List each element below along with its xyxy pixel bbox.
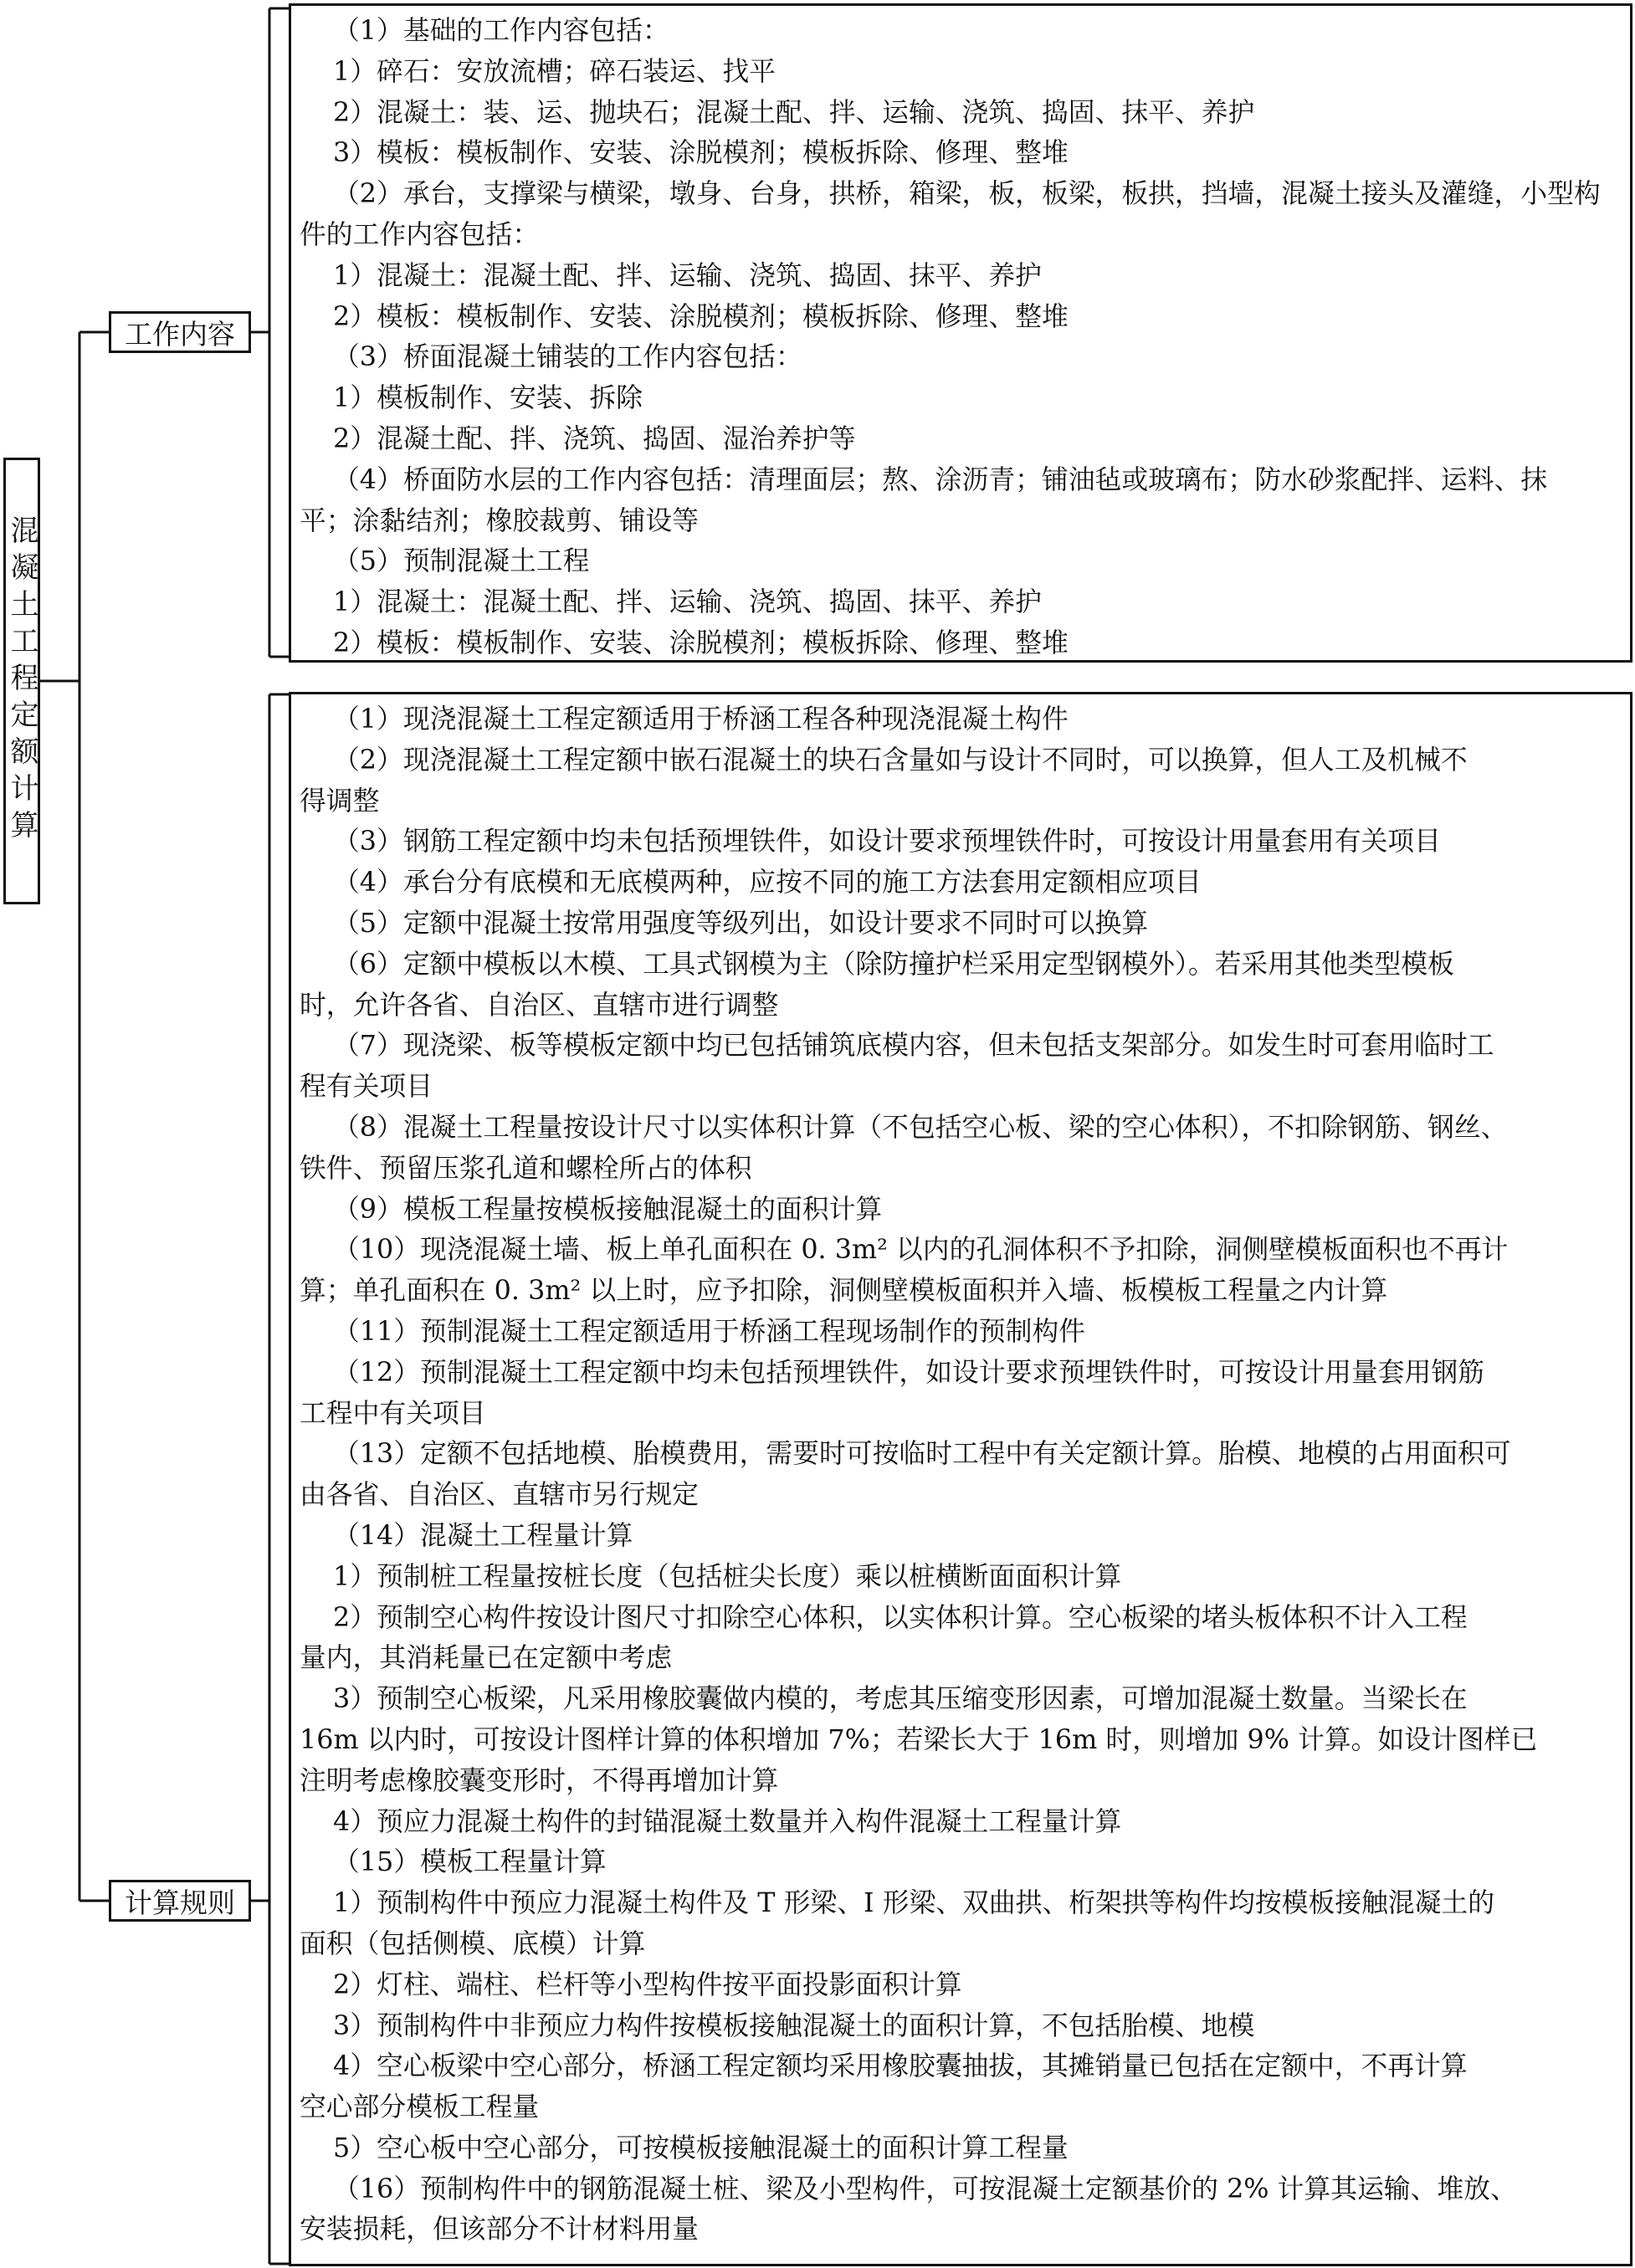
text-line: 由各省、自治区、直辖市另行规定 [300,1479,699,1511]
text-line: （7）现浇梁、板等模板定额中均已包括铺筑底模内容，但未包括支架部分。如发生时可套用临时工 [333,1030,1494,1062]
text-line: （8）混凝土工程量按设计尺寸以实体积计算（不包括空心板、梁的空心体积），不扣除钢筋、钢丝、 [333,1111,1508,1143]
text-line: 面积（包括侧模、底模）计算 [300,1928,646,1959]
text-line: 5）空心板中空心部分，可按模板接触混凝土的面积计算工程量 [333,2132,1069,2163]
text-line: 算；单孔面积在 0. 3m² 以上时，应予扣除，洞侧壁模板面积并入墙、板模板工程量之内计算 [300,1275,1388,1307]
text-line: 4）空心板梁中空心部分，桥涵工程定额均采用橡胶囊抽拔，其摊销量已包括在定额中，不再计算 [333,2050,1468,2082]
text-line: （10）现浇混凝土墙、板上单孔面积在 0. 3m² 以内的孔洞体积不予扣除，洞侧壁模板面积也不再计 [333,1234,1509,1266]
text-line: 件的工作内容包括： [300,218,540,250]
text-line: （4）桥面防水层的工作内容包括：清理面层；熬、涂沥青；铺油毡或玻璃布；防水砂浆配拌、运料、抹 [333,463,1548,495]
text-line: （2）现浇混凝土工程定额中嵌石混凝土的块石含量如与设计不同时，可以换算，但人工及机械不 [333,744,1468,776]
work-content-panel [289,3,1632,663]
root-node [3,458,40,904]
text-line: 时，允许各省、自治区、直辖市进行调整 [300,989,779,1021]
text-line: 得调整 [300,785,380,817]
text-line: 2）混凝土配、拌、浇筑、捣固、湿治养护等 [333,422,856,454]
text-line: 3）模板：模板制作、安装、涂脱模剂；模板拆除、修理、整堆 [333,137,1069,169]
text-line: 1）预制桩工程量按桩长度（包括桩尖长度）乘以桩横断面面积计算 [333,1560,1122,1592]
text-line: 4）预应力混凝土构件的封锚混凝土数量并入构件混凝土工程量计算 [333,1805,1122,1837]
text-line: （1）现浇混凝土工程定额适用于桥涵工程各种现浇混凝土构件 [333,704,1069,735]
text-line: 2）模板：模板制作、安装、涂脱模剂；模板拆除、修理、整堆 [333,627,1069,658]
text-line: （5）预制混凝土工程 [333,545,590,577]
text-line: （1）基础的工作内容包括： [333,15,669,46]
text-line: 3）预制构件中非预应力构件按模板接触混凝土的面积计算，不包括胎模、地模 [333,2009,1255,2041]
text-line: 16m 以内时，可按设计图样计算的体积增加 7%；若梁长大于 16m 时，则增加 9% 计算。如设计图样已 [300,1723,1538,1755]
text-line: 空心部分模板工程量 [300,2091,540,2123]
root-title: 混凝土工程定额计算 [5,515,38,847]
text-line: 注明考虑橡胶囊变形时，不得再增加计算 [300,1764,779,1796]
text-line: 2）模板：模板制作、安装、涂脱模剂；模板拆除、修理、整堆 [333,300,1069,332]
text-line: （16）预制构件中的钢筋混凝土桩、梁及小型构件，可按混凝土定额基价的 2% 计算其运输、堆放、 [333,2173,1517,2204]
text-line: （14）混凝土工程量计算 [333,1519,633,1551]
calculation-rules-panel [289,692,1632,2266]
text-line: 安装损耗，但该部分不计材料用量 [300,2214,699,2245]
text-line: 1）模板制作、安装、拆除 [333,382,643,414]
text-line: （5）定额中混凝土按常用强度等级列出，如设计要求不同时可以换算 [333,907,1149,939]
branch-label-work-content: 工作内容 [109,311,251,353]
text-line: 3）预制空心板梁，凡采用橡胶囊做内模的，考虑其压缩变形因素，可增加混凝土数量。当梁长在 [333,1683,1468,1715]
text-line: 1）混凝土：混凝土配、拌、运输、浇筑、捣固、抹平、养护 [333,586,1042,618]
text-line: （4）承台分有底模和无底模两种，应按不同的施工方法套用定额相应项目 [333,867,1202,898]
text-line: （3）钢筋工程定额中均未包括预埋铁件，如设计要求预埋铁件时，可按设计用量套用有关项目 [333,826,1441,858]
text-line: （11）预制混凝土工程定额适用于桥涵工程现场制作的预制构件 [333,1315,1085,1347]
text-line: 1）混凝土：混凝土配、拌、运输、浇筑、捣固、抹平、养护 [333,259,1042,291]
text-line: 铁件、预留压浆孔道和螺栓所占的体积 [300,1152,752,1184]
text-line: （13）定额不包括地模、胎模费用，需要时可按临时工程中有关定额计算。胎模、地模的占用面积可 [333,1438,1511,1470]
text-line: （3）桥面混凝土铺装的工作内容包括： [333,341,802,373]
text-line: 平；涂黏结剂；橡胶裁剪、铺设等 [300,504,699,536]
text-line: 量内，其消耗量已在定额中考虑 [300,1642,673,1674]
text-line: 1）预制构件中预应力混凝土构件及 T 形梁、I 形梁、双曲拱、桁架拱等构件均按模板接触混凝土的 [333,1887,1494,1919]
text-line: （12）预制混凝土工程定额中均未包括预埋铁件，如设计要求预埋铁件时，可按设计用量套用钢筋 [333,1356,1484,1388]
branch-label-calculation-rules: 计算规则 [109,1880,251,1922]
text-line: 2）混凝土：装、运、抛块石；混凝土配、拌、运输、浇筑、捣固、抹平、养护 [333,96,1255,128]
text-line: 1）碎石：安放流槽；碎石装运、找平 [333,55,776,87]
text-line: 2）预制空心构件按设计图尺寸扣除空心体积，以实体积计算。空心板梁的堵头板体积不计入工程 [333,1601,1468,1633]
text-line: 2）灯柱、端柱、栏杆等小型构件按平面投影面积计算 [333,1969,962,2000]
text-line: （6）定额中模板以木模、工具式钢模为主（除防撞护栏采用定型钢模外）。若采用其他类型模板 [333,948,1454,980]
text-line: （2）承台，支撑梁与横梁，墩身、台身，拱桥，箱梁，板，板梁，板拱，挡墙，混凝土接头及灌缝，小型构 [333,178,1601,210]
text-line: 程有关项目 [300,1071,433,1103]
text-line: （15）模板工程量计算 [333,1846,607,1878]
text-line: 工程中有关项目 [300,1397,486,1429]
text-line: （9）模板工程量按模板接触混凝土的面积计算 [333,1193,883,1225]
